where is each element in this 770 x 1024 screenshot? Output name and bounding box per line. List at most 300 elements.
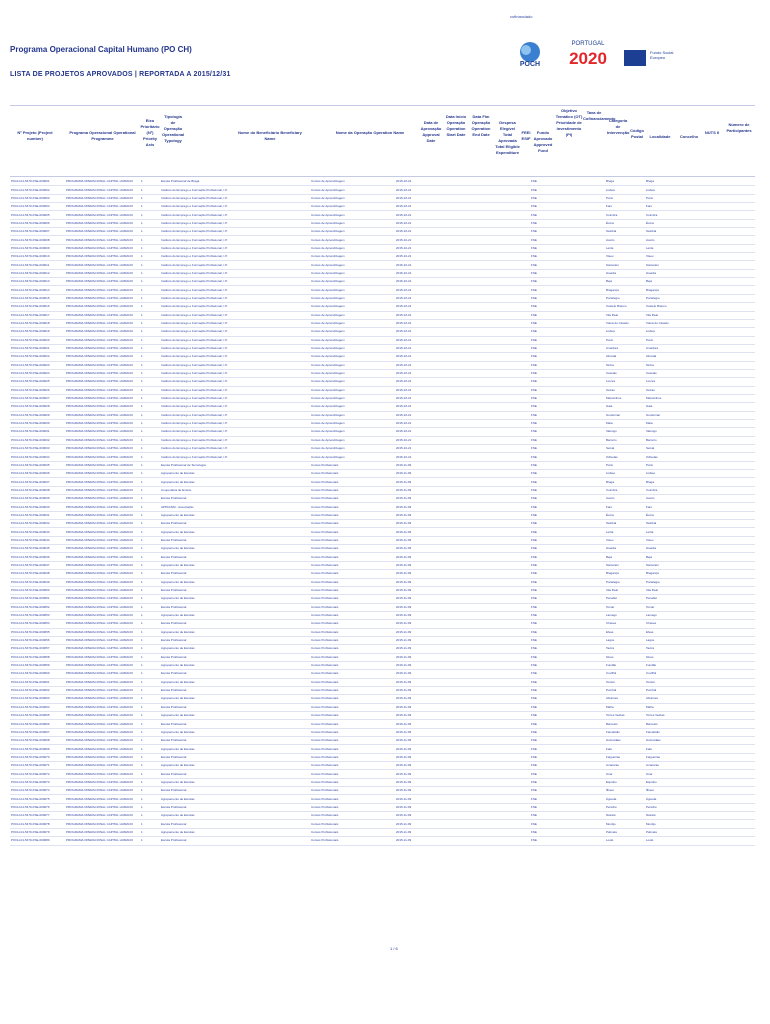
programme-cell: PROGRAMA OPERACIONAL CAPITAL HUMANO	[65, 787, 140, 795]
county-cell: Vila Real	[645, 586, 705, 594]
approval-date-cell: 2015-11-09	[395, 486, 420, 494]
operation-cell: Cursos Profissionais	[310, 762, 395, 770]
programme-cell: PROGRAMA OPERACIONAL CAPITAL HUMANO	[65, 603, 140, 611]
approval-date-cell: 2015-11-09	[395, 570, 420, 578]
axis-cell: 1	[140, 728, 160, 736]
fund-cell: FSE	[530, 186, 542, 194]
axis-cell: 1	[140, 286, 160, 294]
beneficiary-cell: Instituto do Emprego e Formação Profissional, I.P.	[160, 428, 310, 436]
fund-cell: FSE	[530, 278, 542, 286]
spacer-cell	[420, 445, 530, 453]
table-row	[10, 645, 755, 653]
beneficiary-cell: Agrupamento de Escolas	[160, 695, 310, 703]
beneficiary-cell: Instituto do Emprego e Formação Profissional, I.P.	[160, 386, 310, 394]
beneficiary-cell: Escola Profissional	[160, 653, 310, 661]
county-cell: Lisboa	[645, 328, 705, 336]
project-number-cell: POCH-01-5470-FSE-000020	[10, 336, 65, 344]
table-row	[10, 378, 755, 386]
spacer-cell	[542, 611, 605, 619]
spacer-cell	[705, 478, 755, 486]
table-row	[10, 319, 755, 327]
table-row	[10, 228, 755, 236]
county-cell: Ílhavo	[645, 787, 705, 795]
locality-cell: Felgueiras	[605, 753, 645, 761]
spacer-cell	[420, 545, 530, 553]
locality-cell: Setúbal	[605, 520, 645, 528]
fund-cell: FSE	[530, 787, 542, 795]
table-row	[10, 812, 755, 820]
axis-cell: 1	[140, 361, 160, 369]
county-cell: Oeiras	[645, 386, 705, 394]
spacer-cell	[420, 828, 530, 836]
programme-cell: PROGRAMA OPERACIONAL CAPITAL HUMANO	[65, 244, 140, 252]
operation-cell: Cursos de Aprendizagem	[310, 328, 395, 336]
programme-cell: PROGRAMA OPERACIONAL CAPITAL HUMANO	[65, 470, 140, 478]
spacer-cell	[542, 645, 605, 653]
spacer-cell	[420, 753, 530, 761]
fund-cell: FSE	[530, 403, 542, 411]
axis-cell: 1	[140, 244, 160, 252]
axis-cell: 1	[140, 528, 160, 536]
spacer-cell	[420, 661, 530, 669]
beneficiary-cell: Instituto do Emprego e Formação Profissional, I.P.	[160, 194, 310, 202]
beneficiary-cell: Escola Profissional	[160, 837, 310, 845]
operation-cell: Cursos Profissionais	[310, 503, 395, 511]
spacer-cell	[705, 286, 755, 294]
county-cell: Castelo Branco	[645, 303, 705, 311]
spacer-cell	[542, 545, 605, 553]
beneficiary-cell: Agrupamento de Escolas	[160, 828, 310, 836]
fund-cell: FSE	[530, 570, 542, 578]
spacer-cell	[420, 678, 530, 686]
portugal-2020-logo	[558, 36, 618, 70]
fund-cell: FSE	[530, 294, 542, 302]
spacer-cell	[542, 787, 605, 795]
operation-cell: Cursos de Aprendizagem	[310, 278, 395, 286]
programme-cell: PROGRAMA OPERACIONAL CAPITAL HUMANO	[65, 394, 140, 402]
project-number-cell: POCH-01-5470-FSE-000048	[10, 570, 65, 578]
approval-date-cell: 2015-10-21	[395, 228, 420, 236]
project-number-cell: POCH-01-5470-FSE-000017	[10, 311, 65, 319]
operation-cell: Cursos de Aprendizagem	[310, 403, 395, 411]
programme-cell: PROGRAMA OPERACIONAL CAPITAL HUMANO	[65, 286, 140, 294]
spacer-cell	[705, 828, 755, 836]
spacer-cell	[542, 419, 605, 427]
spacer-cell	[705, 670, 755, 678]
project-number-cell: POCH-01-5470-FSE-000027	[10, 394, 65, 402]
project-number-cell: POCH-01-5470-FSE-000034	[10, 453, 65, 461]
approval-date-cell: 2015-10-21	[395, 386, 420, 394]
approval-date-cell: 2015-10-21	[395, 178, 420, 186]
operation-cell: Cursos de Aprendizagem	[310, 445, 395, 453]
locality-cell: Torres Vedras	[605, 712, 645, 720]
spacer-cell	[705, 503, 755, 511]
programme-cell: PROGRAMA OPERACIONAL CAPITAL HUMANO	[65, 311, 140, 319]
spacer-cell	[420, 386, 530, 394]
table-row	[10, 386, 755, 394]
approval-date-cell: 2015-11-09	[395, 636, 420, 644]
beneficiary-cell: Escola Profissional	[160, 753, 310, 761]
beneficiary-cell: Escola Profissional de Tecnologia	[160, 461, 310, 469]
table-row	[10, 703, 755, 711]
operation-cell: Cursos de Aprendizagem	[310, 436, 395, 444]
fund-cell: FSE	[530, 645, 542, 653]
spacer-cell	[705, 178, 755, 186]
table-row	[10, 303, 755, 311]
locality-cell: Beja	[605, 553, 645, 561]
fund-cell: FSE	[530, 661, 542, 669]
locality-cell: Aveiro	[605, 495, 645, 503]
spacer-cell	[420, 712, 530, 720]
operation-cell: Cursos Profissionais	[310, 553, 395, 561]
locality-cell: Porto	[605, 194, 645, 202]
axis-cell: 1	[140, 203, 160, 211]
approval-date-cell: 2015-11-09	[395, 503, 420, 511]
beneficiary-cell: Instituto do Emprego e Formação Profissional, I.P.	[160, 394, 310, 402]
table-row	[10, 737, 755, 745]
spacer-cell	[420, 236, 530, 244]
spacer-cell	[705, 636, 755, 644]
fund-cell: FSE	[530, 453, 542, 461]
spacer-cell	[542, 603, 605, 611]
fund-cell: FSE	[530, 436, 542, 444]
fund-cell: FSE	[530, 745, 542, 753]
spacer-cell	[705, 570, 755, 578]
fund-cell: FSE	[530, 545, 542, 553]
county-cell: Lamego	[645, 611, 705, 619]
locality-cell: Amadora	[605, 344, 645, 352]
approval-date-cell: 2015-11-09	[395, 753, 420, 761]
spacer-cell	[542, 837, 605, 845]
project-number-cell: POCH-01-5470-FSE-000061	[10, 678, 65, 686]
approval-date-cell: 2015-10-21	[395, 428, 420, 436]
county-cell: Viseu	[645, 253, 705, 261]
spacer-cell	[542, 628, 605, 636]
operation-cell: Cursos Profissionais	[310, 461, 395, 469]
programme-cell: PROGRAMA OPERACIONAL CAPITAL HUMANO	[65, 695, 140, 703]
approval-date-cell: 2015-11-09	[395, 620, 420, 628]
beneficiary-cell: Escola Profissional	[160, 570, 310, 578]
axis-cell: 1	[140, 228, 160, 236]
project-number-cell: POCH-01-5470-FSE-000009	[10, 244, 65, 252]
spacer-cell	[420, 795, 530, 803]
fund-cell: FSE	[530, 536, 542, 544]
beneficiary-cell: Agrupamento de Escolas	[160, 611, 310, 619]
beneficiary-cell: Agrupamento de Escolas	[160, 795, 310, 803]
locality-cell: Aveiro	[605, 236, 645, 244]
programme-cell: PROGRAMA OPERACIONAL CAPITAL HUMANO	[65, 478, 140, 486]
spacer-cell	[705, 269, 755, 277]
project-number-cell: POCH-01-5470-FSE-000031	[10, 428, 65, 436]
project-number-cell: POCH-01-5470-FSE-000003	[10, 194, 65, 202]
spacer-cell	[542, 411, 605, 419]
programme-cell: PROGRAMA OPERACIONAL CAPITAL HUMANO	[65, 762, 140, 770]
operation-cell: Cursos de Aprendizagem	[310, 178, 395, 186]
county-cell: Espinho	[645, 778, 705, 786]
axis-cell: 1	[140, 578, 160, 586]
programme-cell: PROGRAMA OPERACIONAL CAPITAL HUMANO	[65, 211, 140, 219]
approval-date-cell: 2015-10-21	[395, 411, 420, 419]
approval-date-cell: 2015-11-09	[395, 695, 420, 703]
spacer-cell	[420, 261, 530, 269]
beneficiary-cell: Instituto do Emprego e Formação Profissional, I.P.	[160, 453, 310, 461]
spacer-cell	[705, 236, 755, 244]
fund-cell: FSE	[530, 445, 542, 453]
programme-cell: PROGRAMA OPERACIONAL CAPITAL HUMANO	[65, 778, 140, 786]
spacer-cell	[420, 453, 530, 461]
fund-cell: FSE	[530, 720, 542, 728]
spacer-cell	[542, 478, 605, 486]
fund-cell: FSE	[530, 470, 542, 478]
header-rule-top	[10, 105, 755, 106]
locality-cell: Guarda	[605, 269, 645, 277]
programme-cell: PROGRAMA OPERACIONAL CAPITAL HUMANO	[65, 261, 140, 269]
spacer-cell	[420, 503, 530, 511]
spacer-cell	[420, 336, 530, 344]
spacer-cell	[542, 244, 605, 252]
operation-cell: Cursos Profissionais	[310, 787, 395, 795]
county-cell: Lisboa	[645, 470, 705, 478]
operation-cell: Cursos Profissionais	[310, 686, 395, 694]
spacer-cell	[542, 303, 605, 311]
programme-cell: PROGRAMA OPERACIONAL CAPITAL HUMANO	[65, 611, 140, 619]
spacer-cell	[542, 820, 605, 828]
table-row	[10, 720, 755, 728]
table-row	[10, 653, 755, 661]
programme-cell: PROGRAMA OPERACIONAL CAPITAL HUMANO	[65, 837, 140, 845]
beneficiary-cell: Instituto do Emprego e Formação Profissional, I.P.	[160, 244, 310, 252]
operation-cell: Cursos de Aprendizagem	[310, 378, 395, 386]
approval-date-cell: 2015-10-21	[395, 194, 420, 202]
project-number-cell: POCH-01-5470-FSE-000026	[10, 386, 65, 394]
operation-cell: Cursos de Aprendizagem	[310, 203, 395, 211]
programme-cell: PROGRAMA OPERACIONAL CAPITAL HUMANO	[65, 269, 140, 277]
project-number-cell: POCH-01-5470-FSE-000019	[10, 328, 65, 336]
county-cell: Sines	[645, 653, 705, 661]
table-row	[10, 453, 755, 461]
programme-cell: PROGRAMA OPERACIONAL CAPITAL HUMANO	[65, 728, 140, 736]
county-cell: Beja	[645, 553, 705, 561]
fund-cell: FSE	[530, 695, 542, 703]
county-cell: Nazaré	[645, 812, 705, 820]
axis-cell: 1	[140, 211, 160, 219]
locality-cell: Gondomar	[605, 411, 645, 419]
axis-cell: 1	[140, 745, 160, 753]
table-row	[10, 578, 755, 586]
fund-cell: FSE	[530, 361, 542, 369]
header-nuts: NUTS II	[704, 130, 720, 135]
approval-date-cell: 2015-10-21	[395, 328, 420, 336]
operation-cell: Cursos Profissionais	[310, 636, 395, 644]
approval-date-cell: 2015-11-09	[395, 828, 420, 836]
table-row	[10, 369, 755, 377]
axis-cell: 1	[140, 653, 160, 661]
approval-date-cell: 2015-10-21	[395, 353, 420, 361]
spacer-cell	[420, 803, 530, 811]
axis-cell: 1	[140, 828, 160, 836]
county-cell: Viseu	[645, 536, 705, 544]
beneficiary-cell: Agrupamento de Escolas	[160, 528, 310, 536]
approval-date-cell: 2015-11-09	[395, 712, 420, 720]
spacer-cell	[705, 470, 755, 478]
programme-cell: PROGRAMA OPERACIONAL CAPITAL HUMANO	[65, 820, 140, 828]
beneficiary-cell: Escola Profissional	[160, 820, 310, 828]
project-number-cell: POCH-01-5470-FSE-000079	[10, 828, 65, 836]
county-cell: Portalegre	[645, 578, 705, 586]
fund-cell: FSE	[530, 620, 542, 628]
county-cell: Leiria	[645, 528, 705, 536]
operation-cell: Cursos de Aprendizagem	[310, 211, 395, 219]
spacer-cell	[420, 178, 530, 186]
beneficiary-cell: APPACDM - Associação	[160, 503, 310, 511]
header-county: Concelho	[679, 134, 699, 139]
spacer-cell	[705, 428, 755, 436]
axis-cell: 1	[140, 386, 160, 394]
fund-cell: FSE	[530, 561, 542, 569]
operation-cell: Cursos Profissionais	[310, 803, 395, 811]
spacer-cell	[420, 586, 530, 594]
table-row	[10, 394, 755, 402]
beneficiary-cell: Instituto do Emprego e Formação Profissional, I.P.	[160, 219, 310, 227]
spacer-cell	[542, 828, 605, 836]
programme-cell: PROGRAMA OPERACIONAL CAPITAL HUMANO	[65, 670, 140, 678]
locality-cell: Ourém	[605, 678, 645, 686]
locality-cell: Tomar	[605, 603, 645, 611]
programme-cell: PROGRAMA OPERACIONAL CAPITAL HUMANO	[65, 461, 140, 469]
axis-cell: 1	[140, 561, 160, 569]
spacer-cell	[705, 803, 755, 811]
spacer-cell	[705, 411, 755, 419]
spacer-cell	[705, 812, 755, 820]
programme-cell: PROGRAMA OPERACIONAL CAPITAL HUMANO	[65, 428, 140, 436]
axis-cell: 1	[140, 620, 160, 628]
county-cell: Maia	[645, 419, 705, 427]
project-number-cell: POCH-01-5470-FSE-000028	[10, 403, 65, 411]
table-row	[10, 686, 755, 694]
spacer-cell	[705, 261, 755, 269]
project-number-cell: POCH-01-5470-FSE-000005	[10, 211, 65, 219]
axis-cell: 1	[140, 678, 160, 686]
spacer-cell	[542, 795, 605, 803]
spacer-cell	[420, 495, 530, 503]
spacer-cell	[420, 461, 530, 469]
spacer-cell	[542, 636, 605, 644]
county-cell: Amadora	[645, 344, 705, 352]
approval-date-cell: 2015-11-09	[395, 461, 420, 469]
approval-date-cell: 2015-11-09	[395, 653, 420, 661]
fund-cell: FSE	[530, 762, 542, 770]
table-row	[10, 536, 755, 544]
spacer-cell	[705, 778, 755, 786]
locality-cell: Leiria	[605, 528, 645, 536]
programme-cell: PROGRAMA OPERACIONAL CAPITAL HUMANO	[65, 720, 140, 728]
approval-date-cell: 2015-11-09	[395, 586, 420, 594]
operation-cell: Cursos Profissionais	[310, 720, 395, 728]
county-cell: Lagos	[645, 636, 705, 644]
locality-cell: Nazaré	[605, 812, 645, 820]
programme-cell: PROGRAMA OPERACIONAL CAPITAL HUMANO	[65, 486, 140, 494]
beneficiary-cell: Escola Profissional	[160, 636, 310, 644]
project-number-cell: POCH-01-5470-FSE-000002	[10, 186, 65, 194]
project-number-cell: POCH-01-5470-FSE-000043	[10, 528, 65, 536]
project-number-cell: POCH-01-5470-FSE-000041	[10, 511, 65, 519]
county-cell: Leiria	[645, 244, 705, 252]
operation-cell: Cursos Profissionais	[310, 520, 395, 528]
beneficiary-cell: Agrupamento de Escolas	[160, 595, 310, 603]
operation-cell: Cursos Profissionais	[310, 745, 395, 753]
programme-cell: PROGRAMA OPERACIONAL CAPITAL HUMANO	[65, 219, 140, 227]
county-cell: Palmela	[645, 828, 705, 836]
approval-date-cell: 2015-10-21	[395, 303, 420, 311]
spacer-cell	[542, 311, 605, 319]
spacer-cell	[542, 511, 605, 519]
programme-cell: PROGRAMA OPERACIONAL CAPITAL HUMANO	[65, 303, 140, 311]
spacer-cell	[705, 461, 755, 469]
operation-cell: Cursos de Aprendizagem	[310, 286, 395, 294]
programme-cell: PROGRAMA OPERACIONAL CAPITAL HUMANO	[65, 386, 140, 394]
axis-cell: 1	[140, 695, 160, 703]
county-cell: Bragança	[645, 286, 705, 294]
spacer-cell	[705, 561, 755, 569]
spacer-cell	[705, 369, 755, 377]
county-cell: Felgueiras	[645, 753, 705, 761]
approval-date-cell: 2015-11-09	[395, 745, 420, 753]
operation-cell: Cursos de Aprendizagem	[310, 244, 395, 252]
table-row	[10, 695, 755, 703]
axis-cell: 1	[140, 611, 160, 619]
table-row	[10, 511, 755, 519]
locality-cell: Porto	[605, 461, 645, 469]
spacer-cell	[542, 620, 605, 628]
table-row	[10, 520, 755, 528]
projects-table-body	[10, 178, 755, 845]
beneficiary-cell: Agrupamento de Escolas	[160, 762, 310, 770]
spacer-cell	[705, 453, 755, 461]
approval-date-cell: 2015-10-21	[395, 253, 420, 261]
axis-cell: 1	[140, 787, 160, 795]
approval-date-cell: 2015-10-21	[395, 219, 420, 227]
project-number-cell: POCH-01-5470-FSE-000007	[10, 228, 65, 236]
axis-cell: 1	[140, 586, 160, 594]
project-number-cell: POCH-01-5470-FSE-000040	[10, 503, 65, 511]
county-cell: Loulé	[645, 837, 705, 845]
project-number-cell: POCH-01-5470-FSE-000057	[10, 645, 65, 653]
spacer-cell	[542, 269, 605, 277]
spacer-cell	[420, 361, 530, 369]
spacer-cell	[542, 578, 605, 586]
header-programme: Programa Operacional Operational Programme	[69, 130, 136, 141]
operation-cell: Cursos Profissionais	[310, 528, 395, 536]
axis-cell: 1	[140, 628, 160, 636]
spacer-cell	[542, 361, 605, 369]
axis-cell: 1	[140, 603, 160, 611]
county-cell: Faro	[645, 203, 705, 211]
fund-cell: FSE	[530, 812, 542, 820]
table-row	[10, 403, 755, 411]
operation-cell: Cursos Profissionais	[310, 570, 395, 578]
axis-cell: 1	[140, 503, 160, 511]
table-row	[10, 495, 755, 503]
beneficiary-cell: Escola Profissional	[160, 603, 310, 611]
project-number-cell: POCH-01-5470-FSE-000078	[10, 820, 65, 828]
approval-date-cell: 2015-10-21	[395, 236, 420, 244]
beneficiary-cell: Instituto do Emprego e Formação Profissional, I.P.	[160, 336, 310, 344]
locality-cell: Coimbra	[605, 486, 645, 494]
locality-cell: Viseu	[605, 536, 645, 544]
beneficiary-cell: Instituto do Emprego e Formação Profissional, I.P.	[160, 286, 310, 294]
beneficiary-cell: Escola Profissional	[160, 495, 310, 503]
project-number-cell: POCH-01-5470-FSE-000025	[10, 378, 65, 386]
